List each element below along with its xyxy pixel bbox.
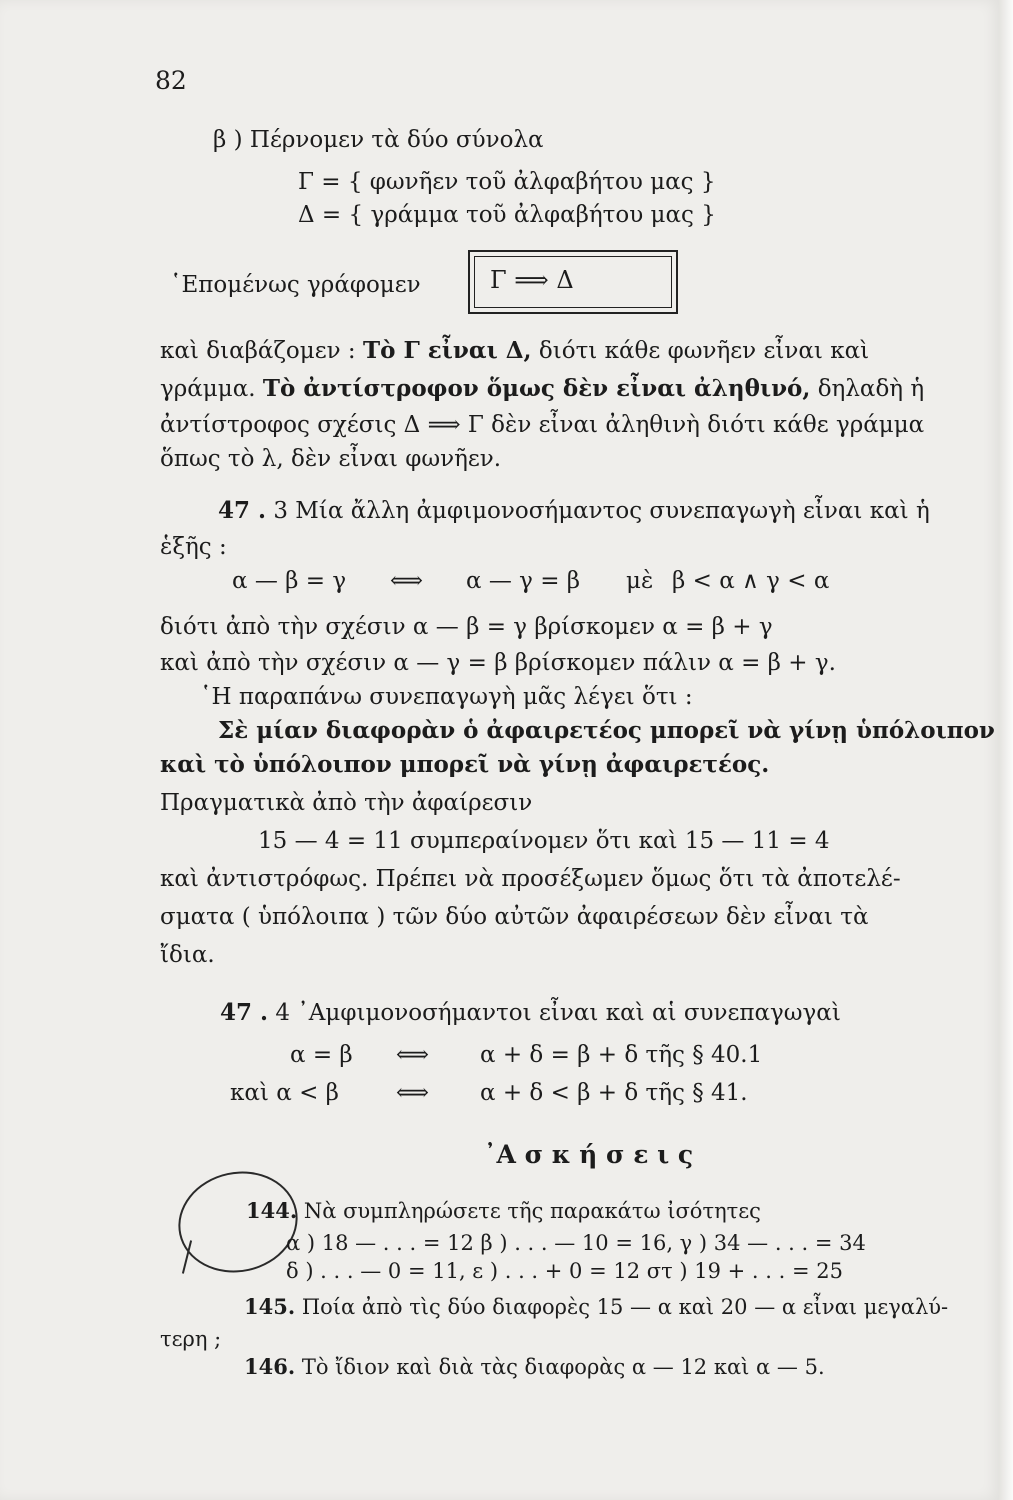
formula-2-arrow: ⟺ bbox=[396, 1080, 429, 1106]
formula-left: α — β = γ bbox=[232, 568, 347, 594]
exercise-144: 144. Νὰ συμπληρώσετε τῆς παρακάτω ἰσότητες bbox=[246, 1198, 761, 1223]
section-47-3-line-7: 15 — 4 = 11 συμπεραίνομεν ὅτι καὶ 15 — 11 = 4 bbox=[258, 828, 830, 854]
exercise-144-row-2: δ ) . . . — 0 = 11, ε ) . . . + 0 = 12 στ ) 19 + . . . = 25 bbox=[286, 1259, 843, 1283]
formula-1-right: α + δ = β + δ τῆς § 40.1 bbox=[480, 1042, 763, 1068]
formula-2-right: α + δ < β + δ τῆς § 41. bbox=[480, 1080, 748, 1106]
beta-paragraph-line-2: γράμμα. Τὸ ἀντίστροφον ὅμως δὲν εἶναι ἀληθινό, δηλαδὴ ἡ bbox=[160, 375, 925, 402]
beta-paragraph-line-1: καὶ διαβάζομεν : Τὸ Γ εἶναι Δ, διότι κάθε φωνῆεν εἶναι καὶ bbox=[160, 337, 870, 364]
consequently-text: ῾Επομένως γράφομεν bbox=[170, 272, 421, 298]
section-47-3-line-9: σματα ( ὑπόλοιπα ) τῶν δύο αὐτῶν ἀφαιρέσεων δὲν εἶναι τὰ bbox=[160, 904, 869, 930]
section-47-3-line-6: Πραγματικὰ ἀπὸ τὴν ἀφαίρεσιν bbox=[160, 790, 533, 816]
formula-1-arrow: ⟺ bbox=[396, 1042, 429, 1068]
beta-paragraph-line-3: ἀντίστροφος σχέσις Δ ⟹ Γ δὲν εἶναι ἀληθινὴ διότι κάθε γράμμα bbox=[160, 412, 925, 438]
exercise-146: 146. Τὸ ἴδιον καὶ διὰ τὰς διαφορὰς α — 12 καὶ α — 5. bbox=[244, 1354, 825, 1379]
formula-2-left: καὶ α < β bbox=[230, 1080, 339, 1106]
beta-intro: β ) Πέρνομεν τὰ δύο σύνολα bbox=[213, 127, 544, 153]
page-number: 82 bbox=[155, 66, 187, 95]
exercise-144-row-1: α ) 18 — . . . = 12 β ) . . . — 10 = 16, γ ) 34 — . . . = 34 bbox=[286, 1231, 866, 1255]
set-gamma-definition: Γ = { φωνῆεν τοῦ ἀλφαβήτου μας } bbox=[298, 169, 716, 195]
bold-statement-line-2: καὶ τὸ ὑπόλοιπον μπορεῖ νὰ γίνῃ ἀφαιρετέος. bbox=[160, 751, 770, 778]
formula-condition: β < α ∧ γ < α bbox=[672, 568, 830, 594]
section-47-3-line-4: καὶ ἀπὸ τὴν σχέσιν α — γ = β βρίσκομεν πάλιν α = β + γ. bbox=[160, 650, 836, 676]
boxed-implication-text: Γ ⟹ Δ bbox=[490, 266, 574, 294]
section-47-3-line-1: 47 . 3 Μία ἄλλη ἀμφιμονοσήμαντος συνεπαγωγὴ εἶναι καὶ ἡ bbox=[218, 497, 930, 524]
section-47-4-line-1: 47 . 4 ᾿Αμφιμονοσήμαντοι εἶναι καὶ αἱ συνεπαγωγαὶ bbox=[220, 999, 841, 1026]
section-47-3-line-5: ῾Η παραπάνω συνεπαγωγὴ μᾶς λέγει ὅτι : bbox=[200, 684, 693, 710]
formula-arrow: ⟺ bbox=[390, 568, 423, 594]
exercise-145-line-2: τερη ; bbox=[160, 1327, 222, 1351]
page-edge bbox=[999, 0, 1013, 1500]
section-47-3-line-2: ἑξῆς : bbox=[160, 534, 227, 560]
section-47-3-line-8: καὶ ἀντιστρόφως. Πρέπει νὰ προσέξωμεν ὅμως ὅτι τὰ ἀποτελέ- bbox=[160, 866, 901, 892]
section-47-3-line-3: διότι ἀπὸ τὴν σχέσιν α — β = γ βρίσκομεν α = β + γ bbox=[160, 614, 773, 640]
exercises-heading: ᾿Α σ κ ή σ ε ι ς bbox=[484, 1140, 694, 1169]
formula-1-left: α = β bbox=[290, 1042, 353, 1068]
boxed-implication bbox=[468, 250, 678, 314]
exercise-145: 145. Ποία ἀπὸ τὶς δύο διαφορὲς 15 — α καὶ 20 — α εἶναι μεγαλύ- bbox=[244, 1294, 949, 1319]
set-delta-definition: Δ = { γράμμα τοῦ ἀλφαβήτου μας } bbox=[298, 202, 716, 228]
formula-me: μὲ bbox=[626, 568, 654, 594]
section-47-3-line-10: ἴδια. bbox=[160, 942, 215, 968]
formula-middle: α — γ = β bbox=[466, 568, 581, 594]
bold-statement-line-1: Σὲ μίαν διαφορὰν ὁ ἀφαιρετέος μπορεῖ νὰ γίνῃ ὑπόλοιπον bbox=[218, 717, 995, 744]
beta-paragraph-line-4: ὅπως τὸ λ, δὲν εἶναι φωνῆεν. bbox=[160, 446, 502, 472]
